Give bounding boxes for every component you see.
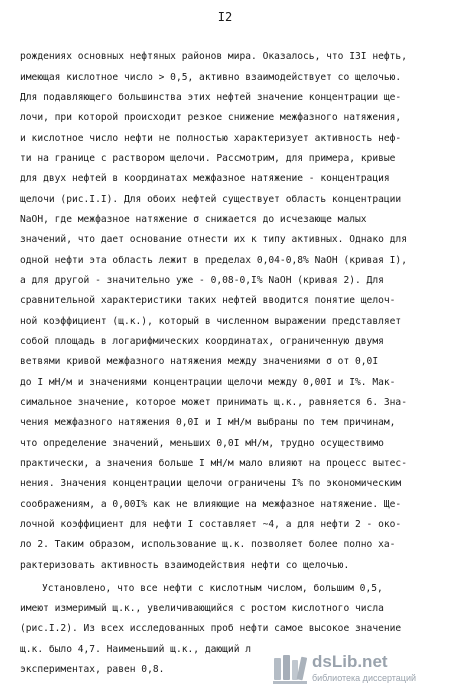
- watermark-subtitle: библиотека диссертаций: [312, 673, 417, 683]
- text-line: лочи, при которой происходит резкое снижение межфазного натяжения,: [20, 112, 402, 123]
- text-line: соображениям, а 0,00I% как не влияющие на межфазное натяжение. Ще-: [20, 499, 402, 510]
- text-line: чения межфазного натяжения 0,0I и I мН/м выбраны по тем причинам,: [20, 417, 396, 428]
- text-line: имеют измеримый щ.к., увеличивающийся с ростом кислотного числа: [20, 603, 384, 614]
- text-line: одной нефти эта область лежит в пределах 0,04-0,8% NaOH (кривая I),: [20, 255, 407, 266]
- text-line: ти на границе с раствором щелочи. Рассмотрим, для примера, кривые: [20, 153, 396, 164]
- text-line: ло 2. Таким образом, использование щ.к. позволяет более полно ха-: [20, 539, 396, 550]
- text-line: имеющая кислотное число > 0,5, активно взаимодействует со щелочью.: [20, 72, 402, 83]
- text-line: NaOH, где межфазное натяжение σ снижается до исчезающе малых: [20, 214, 367, 225]
- text-line: ветвями кривой межфазного натяжения между значениями σ от 0,0I: [20, 356, 379, 367]
- watermark-logo-text: dsLib.net: [312, 652, 388, 671]
- text-line: для двух нефтей в координатах межфазное натяжение - концентрация: [20, 173, 390, 184]
- text-line: собой площадь в логарифмических координатах, ограниченную двумя: [20, 336, 384, 347]
- text-line: (рис.I.2). Из всех исследованных проб нефти самое высокое значение: [20, 623, 402, 634]
- text-line: щ.к. было 4,7. Наименьший щ.к., дающий л: [20, 644, 252, 655]
- text-line: симальное значение, которое может принимать щ.к., равняется 6. Зна-: [20, 397, 407, 408]
- text-line: лочной коэффициент для нефти I составляет ~4, а для нефти 2 - око-: [20, 519, 402, 530]
- text-line: и кислотное число нефти не полностью характеризует активность неф-: [20, 133, 402, 144]
- text-line: сравнительной характеристики таких нефтей вводится понятие щелоч-: [20, 295, 396, 306]
- text-line: значений, что дает основание отнести их к типу активных. Однако для: [20, 234, 407, 245]
- text-line: нения. Значения концентрации щелочи ограничены I% по экономическим: [20, 478, 402, 489]
- text-line: экспериментах, равен 0,8.: [20, 664, 165, 675]
- text-line: щелочи (рис.I.I). Для обоих нефтей существует область концентрации: [20, 194, 402, 205]
- text-line: ной коэффициент (щ.к.), который в численном выражении представляет: [20, 316, 402, 327]
- page-number: I2: [217, 10, 233, 24]
- text-line: что определение значений, меньших 0,0I мН/м, трудно осуществимо: [20, 438, 384, 449]
- watermark: [272, 652, 442, 686]
- text-line: рактеризовать активность взаимодействия нефти со щелочью.: [20, 560, 350, 571]
- dslib-logo-icon: [272, 652, 308, 686]
- text-line: Установлено, что все нефти с кислотным числом, большим 0,5,: [42, 583, 383, 594]
- text-line: до I мН/м и значениями концентрации щелочи между 0,00I и I%. Мак-: [20, 377, 396, 388]
- text-line: Для подавляющего большинства этих нефтей значение концентрации ще-: [20, 92, 402, 103]
- text-line: практически, а значения больше I мН/м мало влияют на процесс вытес-: [20, 458, 407, 469]
- text-line: а для другой - значительно уже - 0,08-0,I% NaOH (кривая 2). Для: [20, 275, 384, 286]
- text-line: рождениях основных нефтяных районов мира. Оказалось, что I3I нефть,: [20, 51, 407, 62]
